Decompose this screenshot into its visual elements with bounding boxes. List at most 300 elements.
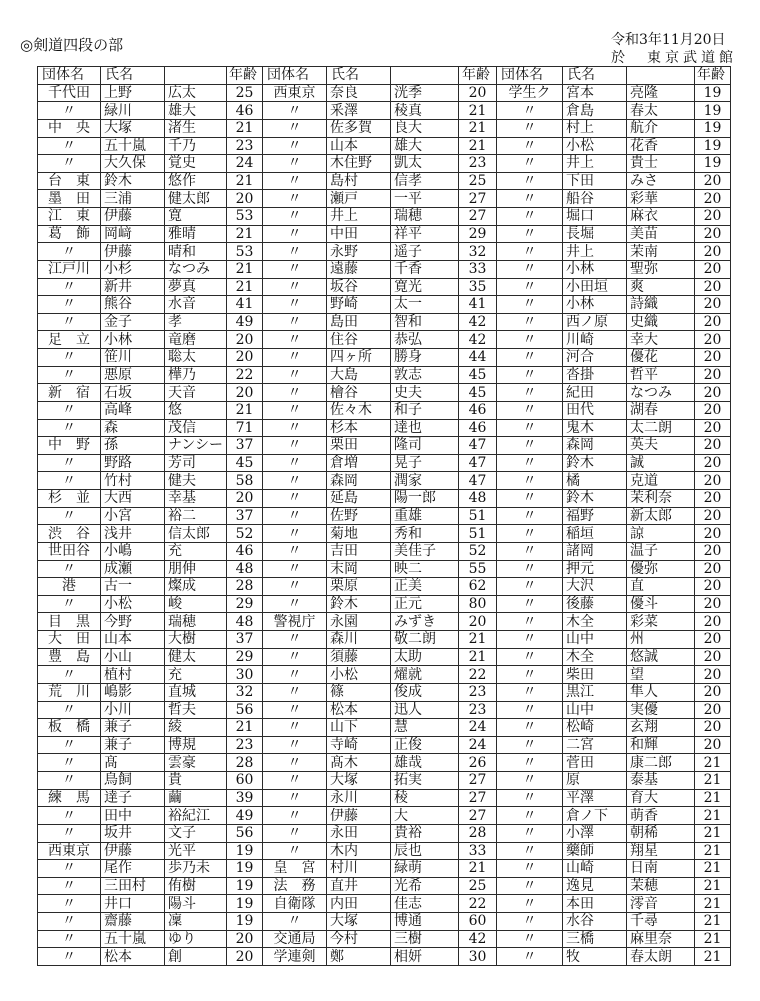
given-name-cell: 芳司 — [165, 454, 227, 472]
team-cell: 〃 — [263, 754, 327, 772]
age-cell: 33 — [459, 842, 497, 860]
surname-cell: 直井 — [327, 877, 391, 895]
team-cell: 〃 — [38, 824, 101, 842]
age-cell: 20 — [695, 507, 731, 525]
table-row — [38, 419, 731, 437]
age-cell: 51 — [459, 525, 497, 543]
age-cell: 20 — [227, 930, 263, 948]
given-name-cell: 泰基 — [627, 772, 695, 790]
age-cell: 52 — [459, 542, 497, 560]
age-cell: 20 — [227, 948, 263, 966]
team-cell: 〃 — [497, 490, 563, 508]
age-cell: 19 — [227, 842, 263, 860]
team-cell: 〃 — [263, 472, 327, 490]
age-cell: 20 — [695, 578, 731, 596]
given-name-cell: ゆり — [165, 930, 227, 948]
age-cell: 28 — [459, 824, 497, 842]
table-row — [38, 542, 731, 560]
age-cell: 21 — [695, 948, 731, 966]
team-cell: 〃 — [497, 930, 563, 948]
surname-cell: 山崎 — [563, 860, 627, 878]
table-row — [38, 736, 731, 754]
team-cell: 〃 — [263, 137, 327, 155]
team-cell: 目 黒 — [38, 613, 101, 631]
given-name-cell: 文子 — [165, 824, 227, 842]
age-cell: 20 — [459, 613, 497, 631]
age-cell: 49 — [227, 313, 263, 331]
given-name-cell: 信太郎 — [165, 525, 227, 543]
given-name-cell: 千乃 — [165, 137, 227, 155]
age-cell: 19 — [227, 913, 263, 931]
team-cell: 〃 — [263, 560, 327, 578]
team-cell: 学連剣 — [263, 948, 327, 966]
given-name-cell: 燦成 — [165, 578, 227, 596]
age-cell: 33 — [459, 260, 497, 278]
given-name-cell: 大 — [391, 807, 459, 825]
surname-cell: 松本 — [327, 701, 391, 719]
team-cell: 〃 — [38, 930, 101, 948]
given-name-cell: 光平 — [165, 842, 227, 860]
team-cell: 西東京 — [38, 842, 101, 860]
team-cell: 〃 — [38, 772, 101, 790]
age-cell: 25 — [459, 877, 497, 895]
table-row — [38, 824, 731, 842]
age-cell: 20 — [695, 666, 731, 684]
surname-cell: 倉島 — [563, 102, 627, 120]
given-name-cell: 望 — [627, 666, 695, 684]
team-cell: 〃 — [263, 454, 327, 472]
table-row — [38, 560, 731, 578]
age-cell: 19 — [695, 102, 731, 120]
age-cell: 48 — [227, 560, 263, 578]
team-cell: 〃 — [263, 701, 327, 719]
age-cell: 20 — [695, 384, 731, 402]
given-name-cell: 一平 — [391, 190, 459, 208]
age-cell: 21 — [695, 824, 731, 842]
team-cell: 足 立 — [38, 331, 101, 349]
age-cell: 55 — [459, 560, 497, 578]
surname-cell: 中田 — [327, 225, 391, 243]
surname-cell: 住谷 — [327, 331, 391, 349]
given-name-cell: 花香 — [627, 137, 695, 155]
team-cell: 〃 — [38, 595, 101, 613]
given-name-cell: 博規 — [165, 736, 227, 754]
given-name-cell: 正俊 — [391, 736, 459, 754]
team-cell: 〃 — [263, 278, 327, 296]
age-cell: 62 — [459, 578, 497, 596]
age-cell: 20 — [227, 384, 263, 402]
age-cell: 20 — [695, 225, 731, 243]
surname-cell: 小嶋 — [101, 542, 165, 560]
surname-cell: 三橋 — [563, 930, 627, 948]
surname-cell: 奈良 — [327, 84, 391, 102]
surname-cell: 坂井 — [101, 824, 165, 842]
team-cell: 皇 宮 — [263, 860, 327, 878]
age-cell: 22 — [227, 366, 263, 384]
team-cell: 〃 — [263, 119, 327, 137]
team-cell: 〃 — [497, 119, 563, 137]
given-name-cell: 千尋 — [627, 913, 695, 931]
team-cell: 台 東 — [38, 172, 101, 190]
team-column-header: 団体名 — [263, 67, 327, 85]
given-name-cell: 大樹 — [165, 631, 227, 649]
given-name-cell: 稜 — [391, 789, 459, 807]
given-name-cell: 悠誠 — [627, 648, 695, 666]
given-name-cell: 秀和 — [391, 525, 459, 543]
age-cell: 20 — [695, 490, 731, 508]
surname-cell: 大久保 — [101, 155, 165, 173]
given-name-cell: 朋伸 — [165, 560, 227, 578]
given-name-cell: 凱太 — [391, 155, 459, 173]
given-name-cell: 哲夫 — [165, 701, 227, 719]
age-cell: 42 — [459, 331, 497, 349]
team-cell: 〃 — [497, 225, 563, 243]
age-cell: 25 — [227, 84, 263, 102]
surname-cell: 水谷 — [563, 913, 627, 931]
entry-table — [37, 66, 731, 966]
given-name-cell: 春太 — [627, 102, 695, 120]
team-cell: 〃 — [497, 842, 563, 860]
team-cell: 〃 — [497, 190, 563, 208]
given-name-cell: 稜真 — [391, 102, 459, 120]
team-cell: 〃 — [38, 472, 101, 490]
age-cell: 20 — [695, 331, 731, 349]
table-row — [38, 631, 731, 649]
document-title: ◎剣道四段の部 — [20, 36, 124, 54]
age-cell: 20 — [695, 560, 731, 578]
surname-cell: 野路 — [101, 454, 165, 472]
given-name-cell: 麻衣 — [627, 208, 695, 226]
surname-cell: 本田 — [563, 895, 627, 913]
team-cell: 交通局 — [263, 930, 327, 948]
team-cell: 〃 — [38, 754, 101, 772]
team-cell: 〃 — [497, 860, 563, 878]
given-name-cell: 茉南 — [627, 243, 695, 261]
age-cell: 20 — [695, 172, 731, 190]
given-name-cell: 潤家 — [391, 472, 459, 490]
team-cell: 〃 — [263, 190, 327, 208]
surname-cell: 小林 — [563, 296, 627, 314]
surname-cell: 笹川 — [101, 349, 165, 367]
team-cell: 〃 — [497, 683, 563, 701]
surname-cell: 木全 — [563, 648, 627, 666]
table-row — [38, 296, 731, 314]
given-name-cell: 正元 — [391, 595, 459, 613]
age-cell: 21 — [459, 648, 497, 666]
given-name-cell: 洸季 — [391, 84, 459, 102]
given-name-cell: 侑樹 — [165, 877, 227, 895]
age-cell: 49 — [227, 807, 263, 825]
surname-cell: 牧 — [563, 948, 627, 966]
team-cell: 〃 — [263, 349, 327, 367]
team-cell: 〃 — [497, 401, 563, 419]
team-cell: 〃 — [497, 349, 563, 367]
given-name-cell: 貴 — [165, 772, 227, 790]
team-cell: 〃 — [497, 877, 563, 895]
given-name-cell: 太助 — [391, 648, 459, 666]
team-cell: 〃 — [38, 366, 101, 384]
age-cell: 23 — [459, 683, 497, 701]
age-cell: 19 — [695, 137, 731, 155]
surname-cell: 井口 — [101, 895, 165, 913]
age-cell: 20 — [695, 243, 731, 261]
given-name-cell: 広太 — [165, 84, 227, 102]
given-name-cell: 竜磨 — [165, 331, 227, 349]
age-cell: 20 — [227, 190, 263, 208]
given-name-cell: 健太 — [165, 648, 227, 666]
given-name-column-header — [165, 67, 227, 85]
age-cell: 47 — [459, 454, 497, 472]
team-cell: 〃 — [263, 631, 327, 649]
surname-cell: 小松 — [101, 595, 165, 613]
age-cell: 21 — [459, 860, 497, 878]
surname-cell: 村川 — [327, 860, 391, 878]
given-name-cell: 綾 — [165, 719, 227, 737]
age-cell: 20 — [695, 190, 731, 208]
age-cell: 20 — [695, 278, 731, 296]
age-cell: 27 — [459, 190, 497, 208]
table-row — [38, 225, 731, 243]
given-name-cell: 貴裕 — [391, 824, 459, 842]
team-cell: 〃 — [38, 560, 101, 578]
team-cell: 〃 — [38, 419, 101, 437]
surname-cell: 小松 — [327, 666, 391, 684]
age-cell: 28 — [227, 578, 263, 596]
age-cell: 21 — [459, 119, 497, 137]
team-cell: 学生ク — [497, 84, 563, 102]
team-cell: 〃 — [497, 260, 563, 278]
team-cell: 〃 — [38, 507, 101, 525]
surname-cell: 沓掛 — [563, 366, 627, 384]
age-cell: 20 — [695, 648, 731, 666]
given-name-cell: 日南 — [627, 860, 695, 878]
given-name-cell: 創 — [165, 948, 227, 966]
age-cell: 42 — [459, 930, 497, 948]
table-row — [38, 930, 731, 948]
age-cell: 39 — [227, 789, 263, 807]
team-cell: 〃 — [263, 913, 327, 931]
surname-cell: 上野 — [101, 84, 165, 102]
age-cell: 53 — [227, 243, 263, 261]
surname-cell: 山本 — [101, 631, 165, 649]
given-name-cell: 恭弘 — [391, 331, 459, 349]
surname-cell: 鈴木 — [101, 172, 165, 190]
team-cell: 〃 — [38, 243, 101, 261]
surname-cell: 山本 — [327, 137, 391, 155]
surname-cell: 髙木 — [327, 754, 391, 772]
surname-cell: 長堀 — [563, 225, 627, 243]
surname-cell: 嶋影 — [101, 683, 165, 701]
given-name-cell: 天音 — [165, 384, 227, 402]
team-cell: 〃 — [497, 384, 563, 402]
given-name-cell: 辰也 — [391, 842, 459, 860]
table-row — [38, 278, 731, 296]
surname-cell: 鈴木 — [563, 454, 627, 472]
given-name-cell: 史織 — [627, 313, 695, 331]
name-column-header: 氏名 — [327, 67, 391, 85]
team-cell: 葛 飾 — [38, 225, 101, 243]
team-cell: 〃 — [497, 772, 563, 790]
given-name-cell: 茂信 — [165, 419, 227, 437]
surname-cell: 五十嵐 — [101, 137, 165, 155]
age-cell: 20 — [695, 419, 731, 437]
surname-cell: 大塚 — [101, 119, 165, 137]
team-cell: 〃 — [497, 807, 563, 825]
age-cell: 27 — [459, 807, 497, 825]
age-cell: 20 — [695, 260, 731, 278]
given-name-cell: 敬二朗 — [391, 631, 459, 649]
surname-cell: 悪原 — [101, 366, 165, 384]
team-cell: 〃 — [497, 296, 563, 314]
team-cell: 〃 — [497, 948, 563, 966]
team-cell: 〃 — [38, 860, 101, 878]
team-cell: 〃 — [497, 507, 563, 525]
team-cell: 警視庁 — [263, 613, 327, 631]
surname-cell: 菅田 — [563, 754, 627, 772]
age-cell: 29 — [227, 595, 263, 613]
table-row — [38, 84, 731, 102]
given-name-cell: 春太朗 — [627, 948, 695, 966]
given-name-cell: 水音 — [165, 296, 227, 314]
team-cell: 〃 — [497, 472, 563, 490]
given-name-cell: 優花 — [627, 349, 695, 367]
table-row — [38, 913, 731, 931]
surname-cell: 尾作 — [101, 860, 165, 878]
surname-cell: 今野 — [101, 613, 165, 631]
table-row — [38, 190, 731, 208]
team-cell: 〃 — [38, 454, 101, 472]
team-cell: 墨 田 — [38, 190, 101, 208]
age-cell: 19 — [227, 860, 263, 878]
table-row — [38, 772, 731, 790]
given-name-cell: 達也 — [391, 419, 459, 437]
surname-cell: 今村 — [327, 930, 391, 948]
age-cell: 21 — [695, 913, 731, 931]
team-cell: 〃 — [38, 155, 101, 173]
table-row — [38, 683, 731, 701]
team-cell: 〃 — [497, 208, 563, 226]
surname-cell: 小川 — [101, 701, 165, 719]
team-cell: 港 — [38, 578, 101, 596]
surname-cell: 押元 — [563, 560, 627, 578]
surname-cell: 倉増 — [327, 454, 391, 472]
team-cell: 〃 — [497, 666, 563, 684]
given-name-cell: 麻里奈 — [627, 930, 695, 948]
given-name-cell: 雄哉 — [391, 754, 459, 772]
surname-cell: 木住野 — [327, 155, 391, 173]
age-cell: 32 — [227, 683, 263, 701]
team-cell: 〃 — [497, 648, 563, 666]
team-cell: 荒 川 — [38, 683, 101, 701]
given-name-cell: 萌香 — [627, 807, 695, 825]
given-name-cell: 智和 — [391, 313, 459, 331]
surname-cell: 大西 — [101, 490, 165, 508]
given-name-cell: 重雄 — [391, 507, 459, 525]
age-cell: 24 — [227, 155, 263, 173]
given-name-cell: 史夫 — [391, 384, 459, 402]
surname-cell: 黒江 — [563, 683, 627, 701]
surname-cell: 森岡 — [327, 472, 391, 490]
team-cell: 〃 — [263, 313, 327, 331]
surname-cell: 杉本 — [327, 419, 391, 437]
given-name-cell: 哲平 — [627, 366, 695, 384]
surname-cell: 藥師 — [563, 842, 627, 860]
given-name-cell: 玄翔 — [627, 719, 695, 737]
given-name-cell: 雲豪 — [165, 754, 227, 772]
team-cell: 江 東 — [38, 208, 101, 226]
given-name-cell: 諒 — [627, 525, 695, 543]
team-cell: 渋 谷 — [38, 525, 101, 543]
surname-cell: 佐野 — [327, 507, 391, 525]
given-name-cell: 康二郎 — [627, 754, 695, 772]
team-cell: 〃 — [263, 807, 327, 825]
surname-cell: 野崎 — [327, 296, 391, 314]
team-cell: 〃 — [497, 278, 563, 296]
team-cell: 江戸川 — [38, 260, 101, 278]
given-name-cell: 雄大 — [165, 102, 227, 120]
surname-cell: 木全 — [563, 613, 627, 631]
age-cell: 21 — [695, 860, 731, 878]
team-cell: 〃 — [38, 137, 101, 155]
surname-cell: 永田 — [327, 824, 391, 842]
age-cell: 37 — [227, 631, 263, 649]
given-name-cell: 幸大 — [627, 331, 695, 349]
age-cell: 21 — [459, 102, 497, 120]
given-name-cell: 博通 — [391, 913, 459, 931]
surname-cell: 熊谷 — [101, 296, 165, 314]
team-cell: 〃 — [497, 454, 563, 472]
table-row — [38, 525, 731, 543]
age-cell: 45 — [459, 366, 497, 384]
team-cell: 〃 — [263, 208, 327, 226]
given-name-cell: 晃子 — [391, 454, 459, 472]
surname-cell: 堀口 — [563, 208, 627, 226]
age-cell: 20 — [695, 613, 731, 631]
given-name-cell: 歩乃未 — [165, 860, 227, 878]
age-cell: 20 — [695, 349, 731, 367]
surname-cell: 古一 — [101, 578, 165, 596]
surname-cell: 兼子 — [101, 719, 165, 737]
team-cell: 〃 — [38, 349, 101, 367]
surname-cell: 小田垣 — [563, 278, 627, 296]
team-cell: 〃 — [497, 719, 563, 737]
given-name-cell: 和輝 — [627, 736, 695, 754]
given-name-cell: 直 — [627, 578, 695, 596]
team-cell: 〃 — [263, 155, 327, 173]
age-cell: 20 — [695, 525, 731, 543]
surname-cell: 柴田 — [563, 666, 627, 684]
surname-cell: 髙 — [101, 754, 165, 772]
given-name-cell: 健夫 — [165, 472, 227, 490]
age-cell: 23 — [227, 137, 263, 155]
age-cell: 58 — [227, 472, 263, 490]
table-row — [38, 137, 731, 155]
table-row — [38, 454, 731, 472]
surname-cell: 永園 — [327, 613, 391, 631]
surname-cell: 鄭 — [327, 948, 391, 966]
team-cell: 〃 — [263, 260, 327, 278]
given-name-cell: 陽一郎 — [391, 490, 459, 508]
surname-cell: 田中 — [101, 807, 165, 825]
given-name-cell: 和子 — [391, 401, 459, 419]
team-cell: 〃 — [497, 331, 563, 349]
team-cell: 〃 — [263, 366, 327, 384]
team-cell: 〃 — [263, 772, 327, 790]
given-name-cell: 実優 — [627, 701, 695, 719]
age-cell: 27 — [459, 789, 497, 807]
given-name-cell: 凜 — [165, 913, 227, 931]
surname-cell: 森 — [101, 419, 165, 437]
